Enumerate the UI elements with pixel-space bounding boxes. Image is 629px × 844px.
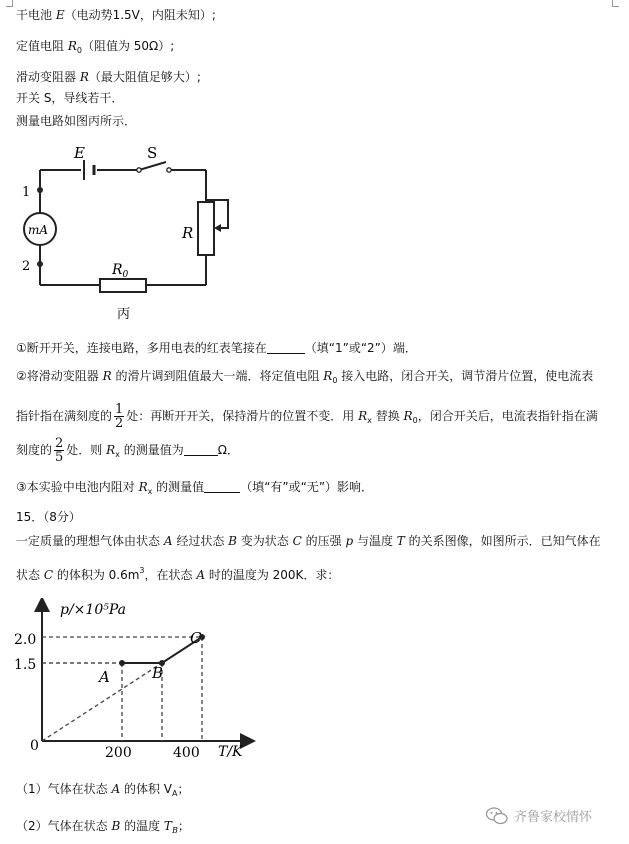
- switch-terminal-left: [137, 168, 141, 172]
- question-2-line-3: 刻度的 $\frac{2}{5}$ 处．则 $R_x$ 的测量值为 Ω．: [16, 436, 239, 465]
- graph-x-label: T/K: [218, 744, 243, 760]
- answer-blank-3[interactable]: [204, 480, 240, 493]
- fraction-one-half: $\frac{1}{2}$: [115, 402, 124, 431]
- graph-origin-label: 0: [30, 738, 39, 754]
- terminal-2-dot: [37, 261, 43, 267]
- label-R: R: [182, 224, 194, 242]
- circuit-diagram: [14, 140, 244, 325]
- watermark-text: 齐鲁家校情怀: [514, 810, 593, 825]
- label-2: 2: [22, 259, 31, 274]
- circuit-caption: 丙: [117, 307, 131, 322]
- label-E: E: [74, 144, 85, 162]
- graph-y-label: p/×10⁵Pa: [60, 602, 126, 618]
- point-label-B: B: [152, 664, 164, 682]
- line-circuit-intro: 测量电路如图丙所示．: [16, 114, 137, 128]
- label-R0: $R_0$: [112, 262, 129, 280]
- switch-terminal-right: [167, 168, 171, 172]
- line-switch: 开关 S，导线若干．: [16, 91, 124, 105]
- question-2-line-2: 指针指在满刻度的 $\frac{1}{2}$ 处：再断开开关，保持滑片的位置不变．用 $R_x$ 替换 $R_0$，闭合开关后，电流表指针指在满: [16, 402, 598, 431]
- label-1: 1: [22, 185, 31, 200]
- corner-mark-left: [6, 0, 13, 7]
- x-tick-400: 400: [173, 745, 200, 761]
- label-S: S: [147, 144, 158, 162]
- sub-question-2: （2）气体在状态 B 的温度 $T_B$；: [16, 819, 190, 835]
- line-rheostat: 滑动变阻器 R（最大阻值足够大）;: [16, 70, 201, 84]
- wechat-icon: [486, 807, 508, 825]
- question-1: ①断开开关，连接电路，多用电表的红表笔接在 （填“1”或“2”）端．: [16, 341, 417, 355]
- watermark: [486, 806, 592, 825]
- line-fixed-resistor: 定值电阻 $R_0$（阻值为 50Ω）;: [16, 39, 175, 55]
- x-tick-200: 200: [105, 745, 132, 761]
- point-label-A: A: [99, 668, 110, 686]
- fraction-two-fifths: $\frac{2}{5}$: [55, 436, 64, 465]
- y-tick-1-5: 1.5: [14, 657, 37, 673]
- label-mA: mA: [28, 223, 49, 237]
- problem-15-heading: 15．（8分）: [16, 510, 81, 524]
- point-label-C: C: [190, 629, 202, 647]
- question-3: ③本实验中电池内阻对 $R_x$ 的测量值 （填“有”或“无”）影响．: [16, 480, 374, 496]
- line-battery: 干电池 E（电动势1.5V，内阻未知）;: [16, 8, 216, 22]
- terminal-1-dot: [37, 187, 43, 193]
- question-2-line-1: ②将滑动变阻器 R 的滑片调到阻值最大一端．将定值电阻 $R_0$ 接入电路，闭合开关，调节滑片位置，使电流表: [16, 369, 594, 385]
- problem-15-line-1: 一定质量的理想气体由状态 A 经过状态 B 变为状态 C 的压强 p 与温度 T 的关系图像，如图所示．已知气体在: [16, 534, 601, 548]
- corner-mark-right: [612, 0, 619, 7]
- answer-blank-2[interactable]: [184, 443, 218, 456]
- problem-15-line-2: 状态 C 的体积为 $0.6m^3$，在状态 A 时的温度为 200K．求：: [16, 566, 340, 582]
- y-tick-2-0: 2.0: [14, 632, 37, 648]
- answer-blank-1[interactable]: [267, 341, 305, 354]
- slider-arrowhead: [214, 224, 221, 232]
- r0-symbol: [100, 279, 146, 292]
- pressure-temperature-graph: [12, 598, 272, 764]
- sub-question-1: （1）气体在状态 A 的体积 $V_A$；: [16, 782, 190, 798]
- state-point-A: [119, 660, 125, 666]
- rheostat-symbol: [198, 202, 214, 255]
